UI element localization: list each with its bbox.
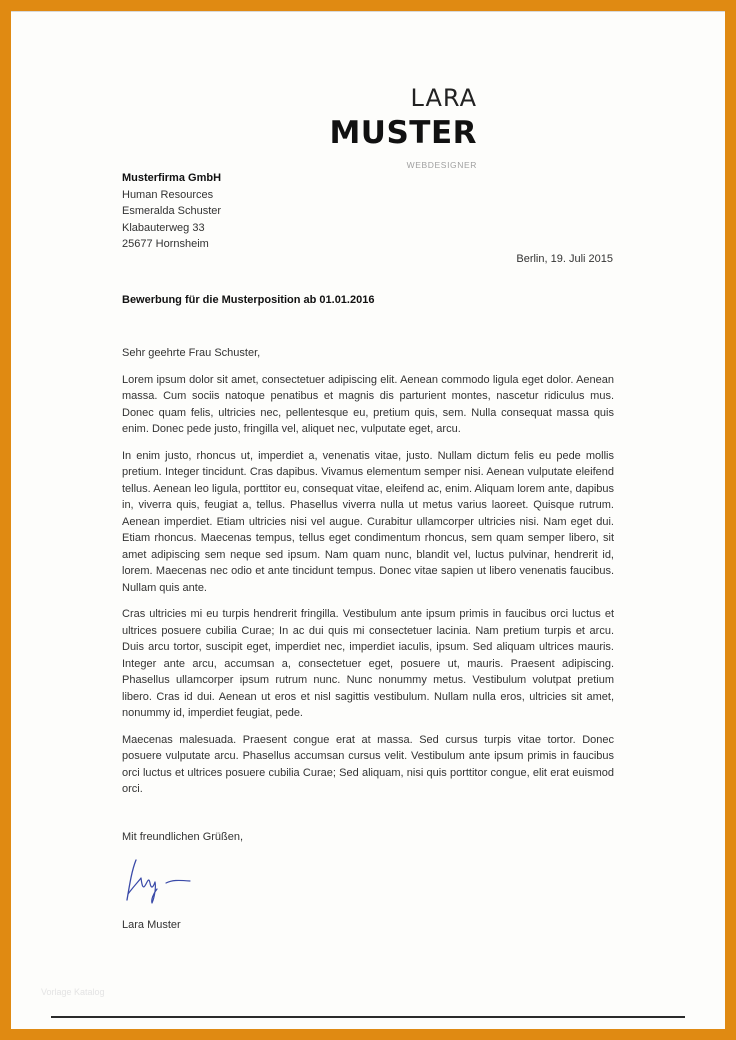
recipient-department: Human Resources — [122, 188, 214, 201]
signature-name: Lara Muster — [122, 919, 181, 931]
salutation: Sehr geehrte Frau Schuster, — [122, 347, 261, 359]
header-first-name: LARA — [410, 84, 477, 112]
body-paragraph: Cras ultricies mi eu turpis hendrerit fringilla. Vestibulum ante ipsum primis in faucibus orci luctus et ultrices posuere cubilia Curae; In ac dui quis mi consectetuer lacinia. Nam pretium turpis et arcu. Duis arcu tortor, suscipit eget, imperdiet nec, imperdiet iaculis, ipsum. Sed aliquam ultrices mauris. Integer ante arcu, accumsan a, consectetuer eget, posuere ut, mauris. Praesent adipiscing. Phasellus ullamcorper ipsum rutrum nunc. Nunc nonummy metus. Vestibulum volutpat pretium libero. Cras id dui. Aenean ut eros et nisl sagittis vestibulum. Nullam nulla eros, ultricies sit amet, nonummy id, imperdiet feugiat, pede. — [122, 608, 614, 719]
bottom-rule — [51, 1016, 685, 1018]
header-job-title: WEBDESIGNER — [406, 160, 477, 170]
recipient-address — [122, 170, 422, 253]
watermark-text: Vorlage Katalog — [41, 987, 105, 997]
closing-phrase: Mit freundlichen Grüßen, — [122, 831, 244, 843]
handwritten-signature — [122, 856, 202, 911]
recipient-street: Klabauterweg 33 — [122, 221, 205, 234]
letter-body — [122, 345, 614, 808]
recipient-company: Musterfirma GmbH — [122, 172, 222, 184]
letter-date: Berlin, 19. Juli 2015 — [516, 253, 613, 265]
recipient-contact: Esmeralda Schuster — [122, 205, 222, 217]
header-last-name: MUSTER — [329, 115, 477, 151]
body-paragraph: Lorem ipsum dolor sit amet, consectetuer adipiscing elit. Aenean commodo ligula eget dolor. Aenean massa. Cum sociis natoque penatibus et magnis dis parturient montes, nascetur ridiculus mus. Donec quam felis, ultricies nec, pellentesque eu, pretium quis, sem. Nulla consequat massa quis enim. Donec pede justo, fringilla vel, aliquet nec, vulputate eget, arcu. — [122, 373, 614, 435]
body-paragraph: Maecenas malesuada. Praesent congue erat at massa. Sed cursus turpis vitae tortor. Donec posuere vulputate arcu. Phasellus accumsan cursus velit. Vestibulum ante ipsum primis in faucibus orci luctus et ultrices posuere cubilia Curae; Sed aliquam, nisi quis porttitor congue, elit erat euismod orci. — [122, 733, 614, 795]
letter-subject: Bewerbung für die Musterposition ab 01.01.2016 — [122, 294, 375, 306]
body-paragraph: In enim justo, rhoncus ut, imperdiet a, venenatis vitae, justo. Nullam dictum felis eu pede mollis pretium. Integer tincidunt. Cras dapibus. Vivamus elementum semper nisi. Aenean vulputate eleifend tellus. Aenean leo ligula, porttitor eu, consequat vitae, eleifend ac, enim. Aliquam lorem ante, dapibus in, viverra quis, feugiat a, tellus. Phasellus viverra nulla ut metus varius laoreet. Quisque rutrum. Aenean imperdiet. Etiam ultricies nisi vel augue. Curabitur ullamcorper ultricies nisi. Nam eget dui. Etiam rhoncus. Maecenas tempus, tellus eget condimentum rhoncus, sem quam semper libero, sit amet adipiscing sem neque sed ipsum. Nam quam nunc, blandit vel, luctus pulvinar, hendrerit id, lorem. Maecenas nec odio et ante tincidunt tempus. Donec vitae sapien ut libero venenatis faucibus. Nullam quis ante. — [122, 449, 614, 594]
recipient-city: 25677 Hornsheim — [122, 238, 209, 250]
letter-page — [11, 11, 725, 1029]
top-rule — [11, 11, 725, 12]
